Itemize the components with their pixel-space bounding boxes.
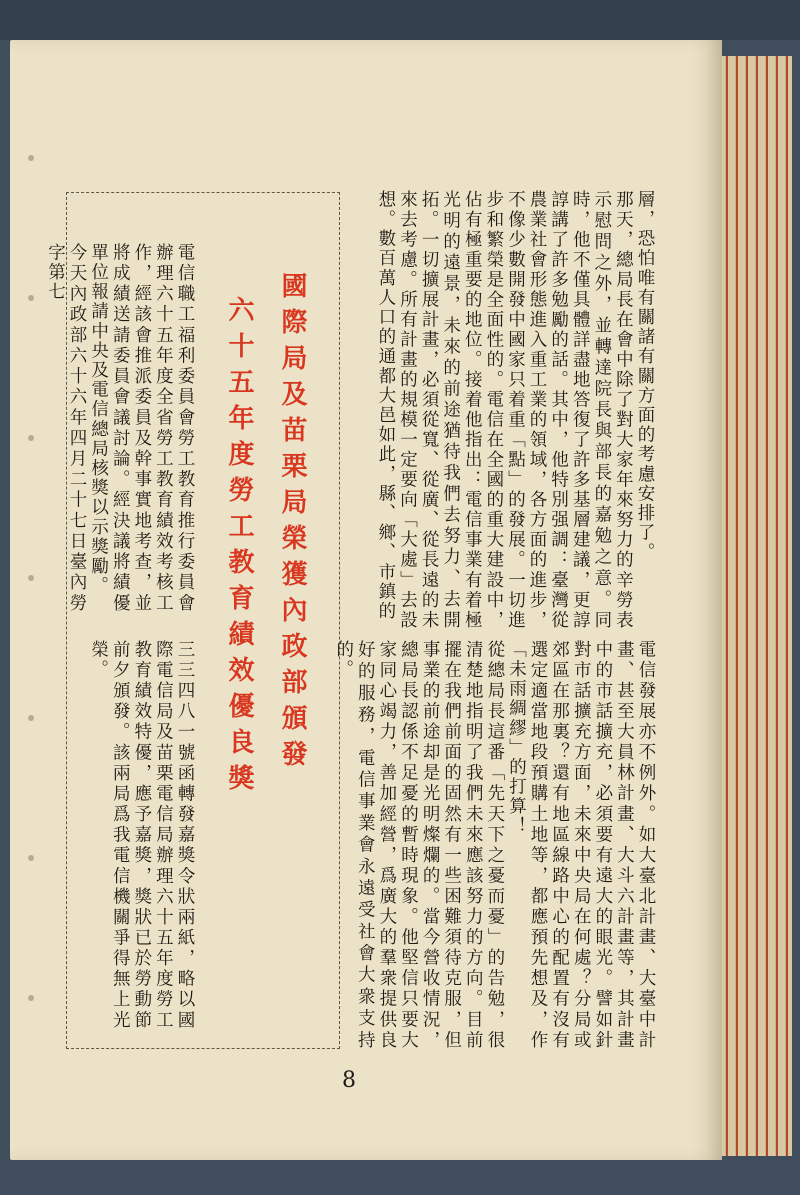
article-text-lower: 電信發展亦不例外。如大臺北計畫、大臺中計畫、甚至大員林計畫、大斗六計畫等，其計畫中的市話擴充，必須要有遠大的眼光。譬如針對市話擴充方面，未來中央局在何處？分局或郊區在那裏？還有地區線路中心的配置有沒有選定適當地段預購土地等，都應預先想及，作「未雨綢繆」的打算！ 從總局長這番「先天下之憂而憂」的告勉，很清楚地指明了我們未來應該努力的方向。目前擺在我們前面的固然有一些困難須待克服，但事業的前途却是光明燦爛的。當今營收情況，總局長認係不足憂的暫時現象。他堅信只要大家同心竭力，善加經營，爲廣大的羣衆提供良好的服務，電信事業會永遠受社會大衆支持的。	[333, 640, 656, 1050]
notice-text-lower: 三三四八一號函轉發嘉獎令狀兩紙，略以國際電信局及苗栗電信局辦理六十五年度勞工教育績效特優，應予嘉獎，獎狀已於勞動節前夕頒發。該兩局爲我電信機關爭得無上光榮。	[88, 640, 195, 1030]
page-stack-edge	[712, 56, 792, 1156]
article-text-upper: 層，恐怕唯有關諸有關方面的考慮安排了。 那天，總局長在會中除了對大家年來努力的辛勞表示慰問之外，並轉達院長與部長的嘉勉之意。同時，他不僅具體詳盡地答復了許多基層建議，更諄諄講了許多勉勵的話。其中，他特別强調：臺灣從農業社會形態進入重工業的領域，各方面的進步，不像少數開發中國家只着重「點」的發展。一切進步和繁榮是全面性的。電信在全國的重大建設中，佔有極重要的地位。接着他指出：電信事業有着極光明的遠景，未來的前途猶待我們去努力、去開拓。一切擴展計畫，必須從寬、從廣、從長遠的未來去考慮。所有計畫的規模一定要向「大處」去設想。數百萬人口的通都大邑如此，縣、鄉、市鎮的	[375, 190, 655, 630]
notice-title-line2: 六十五年度勞工教育績效優良獎	[224, 296, 254, 800]
notice-title-line1: 國際局及苗栗局榮獲內政部頒發	[277, 272, 307, 776]
notice-text-upper: 電信職工福利委員會勞工教育推行委員會辦理六十五年度全省勞工教育績效考核工作，經該會推派委員及幹事實地考查，並將成績送請委員會議討論。經決議將績優單位報請中央及電信總局核獎以示獎勵。 今天內政部六十六年四月二十七日臺內勞字第七	[45, 243, 195, 613]
page-number: 8	[342, 1068, 356, 1093]
book-cover-edge	[0, 0, 800, 40]
